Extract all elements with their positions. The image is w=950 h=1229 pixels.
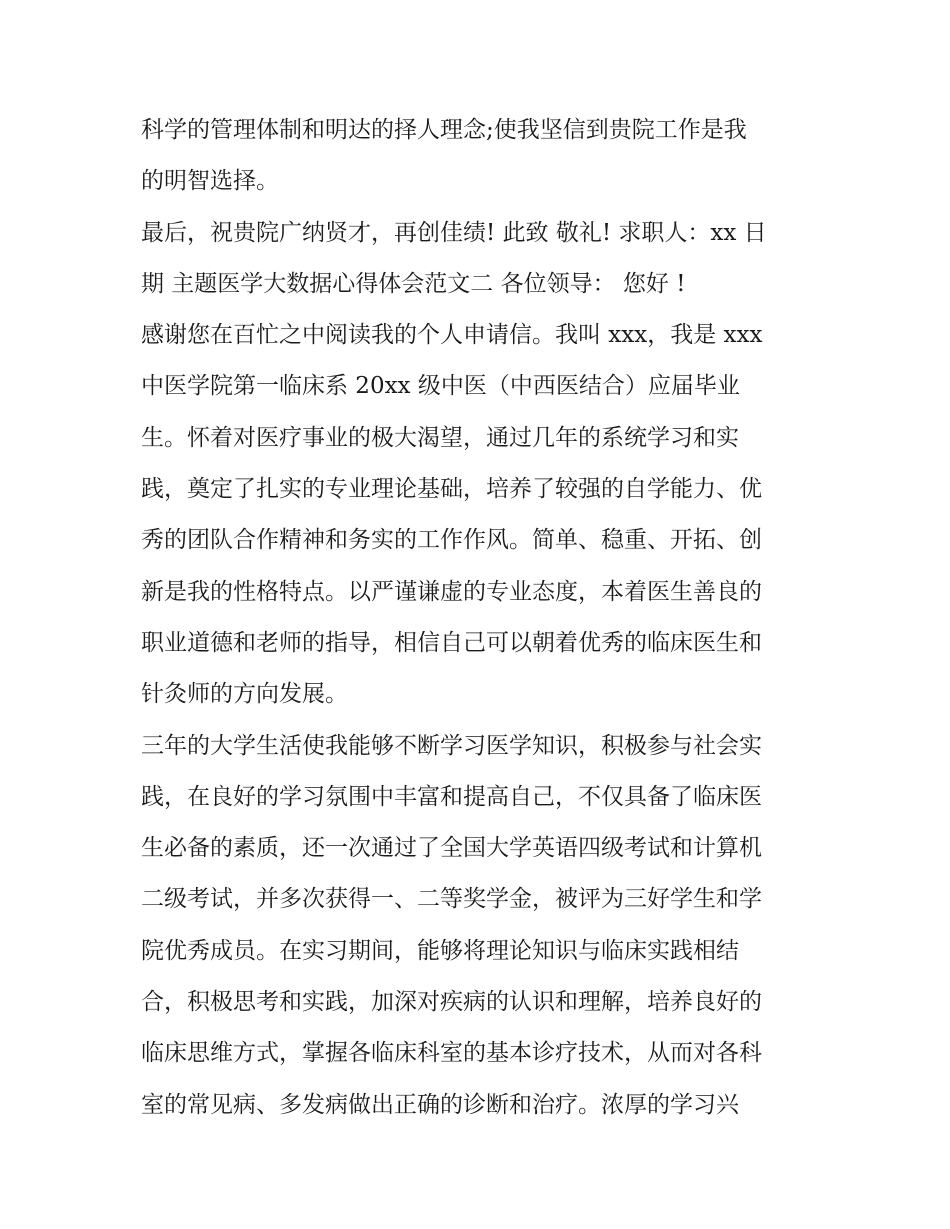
text-line: 新是我的性格特点。以严谨谦虚的专业态度，本着医生善良的	[141, 578, 762, 605]
text-line: 科学的管理体制和明达的择人理念;使我坚信到贵院工作是我	[141, 117, 747, 143]
text-line: 秀的团队合作精神和务实的工作作风。简单、稳重、开拓、创	[141, 527, 762, 554]
text-line: 生必备的素质，还一次通过了全国大学英语四级考试和计算机	[141, 835, 762, 862]
text-line: 职业道德和老师的指导，相信自己可以朝着优秀的临床医生和	[141, 629, 762, 656]
text-line: 室的常见病、多发病做出正确的诊断和治疗。浓厚的学习兴	[141, 1091, 739, 1118]
text-line: 期 主题医学大数据心得体会范文二 各位领导： 您好 !	[141, 270, 686, 297]
text-line: 最后，祝贵院广纳贤才，再创佳绩! 此致 敬礼! 求职人：xx 日	[141, 219, 767, 246]
text-line: 的明智选择。	[141, 168, 279, 195]
text-line: 践，在良好的学习氛围中丰富和提高自己，不仅具备了临床医	[141, 783, 762, 810]
text-line: 三年的大学生活使我能够不断学习医学知识，积极参与社会实	[141, 732, 762, 759]
text-line: 中医学院第一临床系 20xx 级中医（中西医结合）应届毕业	[141, 373, 740, 400]
text-line: 生。怀着对医疗事业的极大渴望，通过几年的系统学习和实	[141, 424, 739, 451]
text-line: 感谢您在百忙之中阅读我的个人申请信。我叫 xxx，我是 xxx	[141, 322, 763, 349]
text-line: 临床思维方式，掌握各临床科室的基本诊疗技术，从而对各科	[141, 1040, 762, 1067]
document-body	[141, 105, 821, 1131]
text-line: 践，奠定了扎实的专业理论基础，培养了较强的自学能力、优	[141, 476, 762, 503]
text-line: 院优秀成员。在实习期间，能够将理论知识与临床实践相结	[141, 937, 739, 964]
text-line: 二级考试，并多次获得一、二等奖学金，被评为三好学生和学	[141, 886, 762, 913]
text-line: 合，积极思考和实践，加深对疾病的认识和理解，培养良好的	[141, 989, 762, 1016]
text-line: 针灸师的方向发展。	[141, 681, 348, 708]
